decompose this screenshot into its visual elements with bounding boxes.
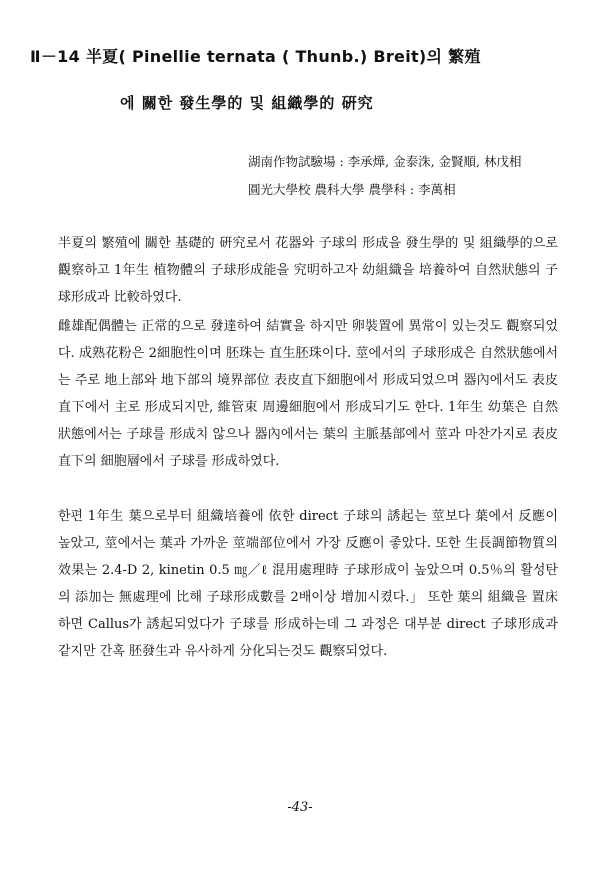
abstract-paragraph-1: 半夏의 繁殖에 關한 基礎的 硏究로서 花器와 子球의 形成을 發生學的 및 組織學的으로 觀察하고 1年生 植物體의 子球形成能을 究明하고자 幼組織을 培養하여 自然狀態의 子球形成과 比較하였다.	[58, 236, 558, 305]
abstract-paragraph-3: 한편 1年生 葉으로부터 組織培養에 依한 direct 子球의 誘起는 莖보다 葉에서 反應이 높았고, 莖에서는 葉과 가까운 莖端部位에서 가장 反應이 좋았다. 또한 生長調節物質의 效果는 2.4-D 2, kinetin 0.5 ㎎／ℓ 混用處理時 子球形成이 높았으며 0.5％의 활성탄의 添加는 無處理에 比해 子球形成數를 2배이상 增加시켰다.」 또한 葉의 組織을 置床하면 Callus가 誘起되었다가 子球를 形成하는데 그 과정은 대부분 direct 子球形成과 같지만 간혹 胚發生과 유사하게 分化되는것도 觀察되었다.	[58, 509, 558, 659]
page-number: -43-	[287, 800, 313, 815]
title-line-2: 에 關한 發生學的 및 組織學的 硏究	[120, 94, 374, 112]
author-affiliations	[248, 148, 578, 204]
abstract-paragraph-2: 雌雄配偶體는 正常的으로 發達하여 結實을 하지만 卵裝置에 異常이 있는것도 觀察되었다. 成熟花粉은 2細胞性이며 胚珠는 直生胚珠이다. 莖에서의 子球形成은 自然狀態에서는 주로 地上部와 地下部의 境界部位 表皮直下細胞에서 形成되었으며 器內에서도 表皮直下에서 主로 形成되지만, 維管束 周邊細胞에서 形成되기도 한다. 1年生 幼葉은 自然狀態에서는 子球를 形成치 않으나 器內에서는 葉의 主脈基部에서 莖과 마찬가지로 表皮直下의 細胞層에서 子球를 形成하였다.	[58, 319, 558, 469]
affiliation-line-1: 湖南作物試驗場 : 李承燁, 金泰洙, 金賢順, 林戊相	[248, 154, 522, 169]
affiliation-line-2: 圓光大學校 農科大學 農學科 : 李萬相	[248, 182, 456, 197]
title-line-1: Ⅱ－14 半夏( Pinellie ternata ( Thunb.) Breit)의 繁殖	[30, 47, 481, 66]
